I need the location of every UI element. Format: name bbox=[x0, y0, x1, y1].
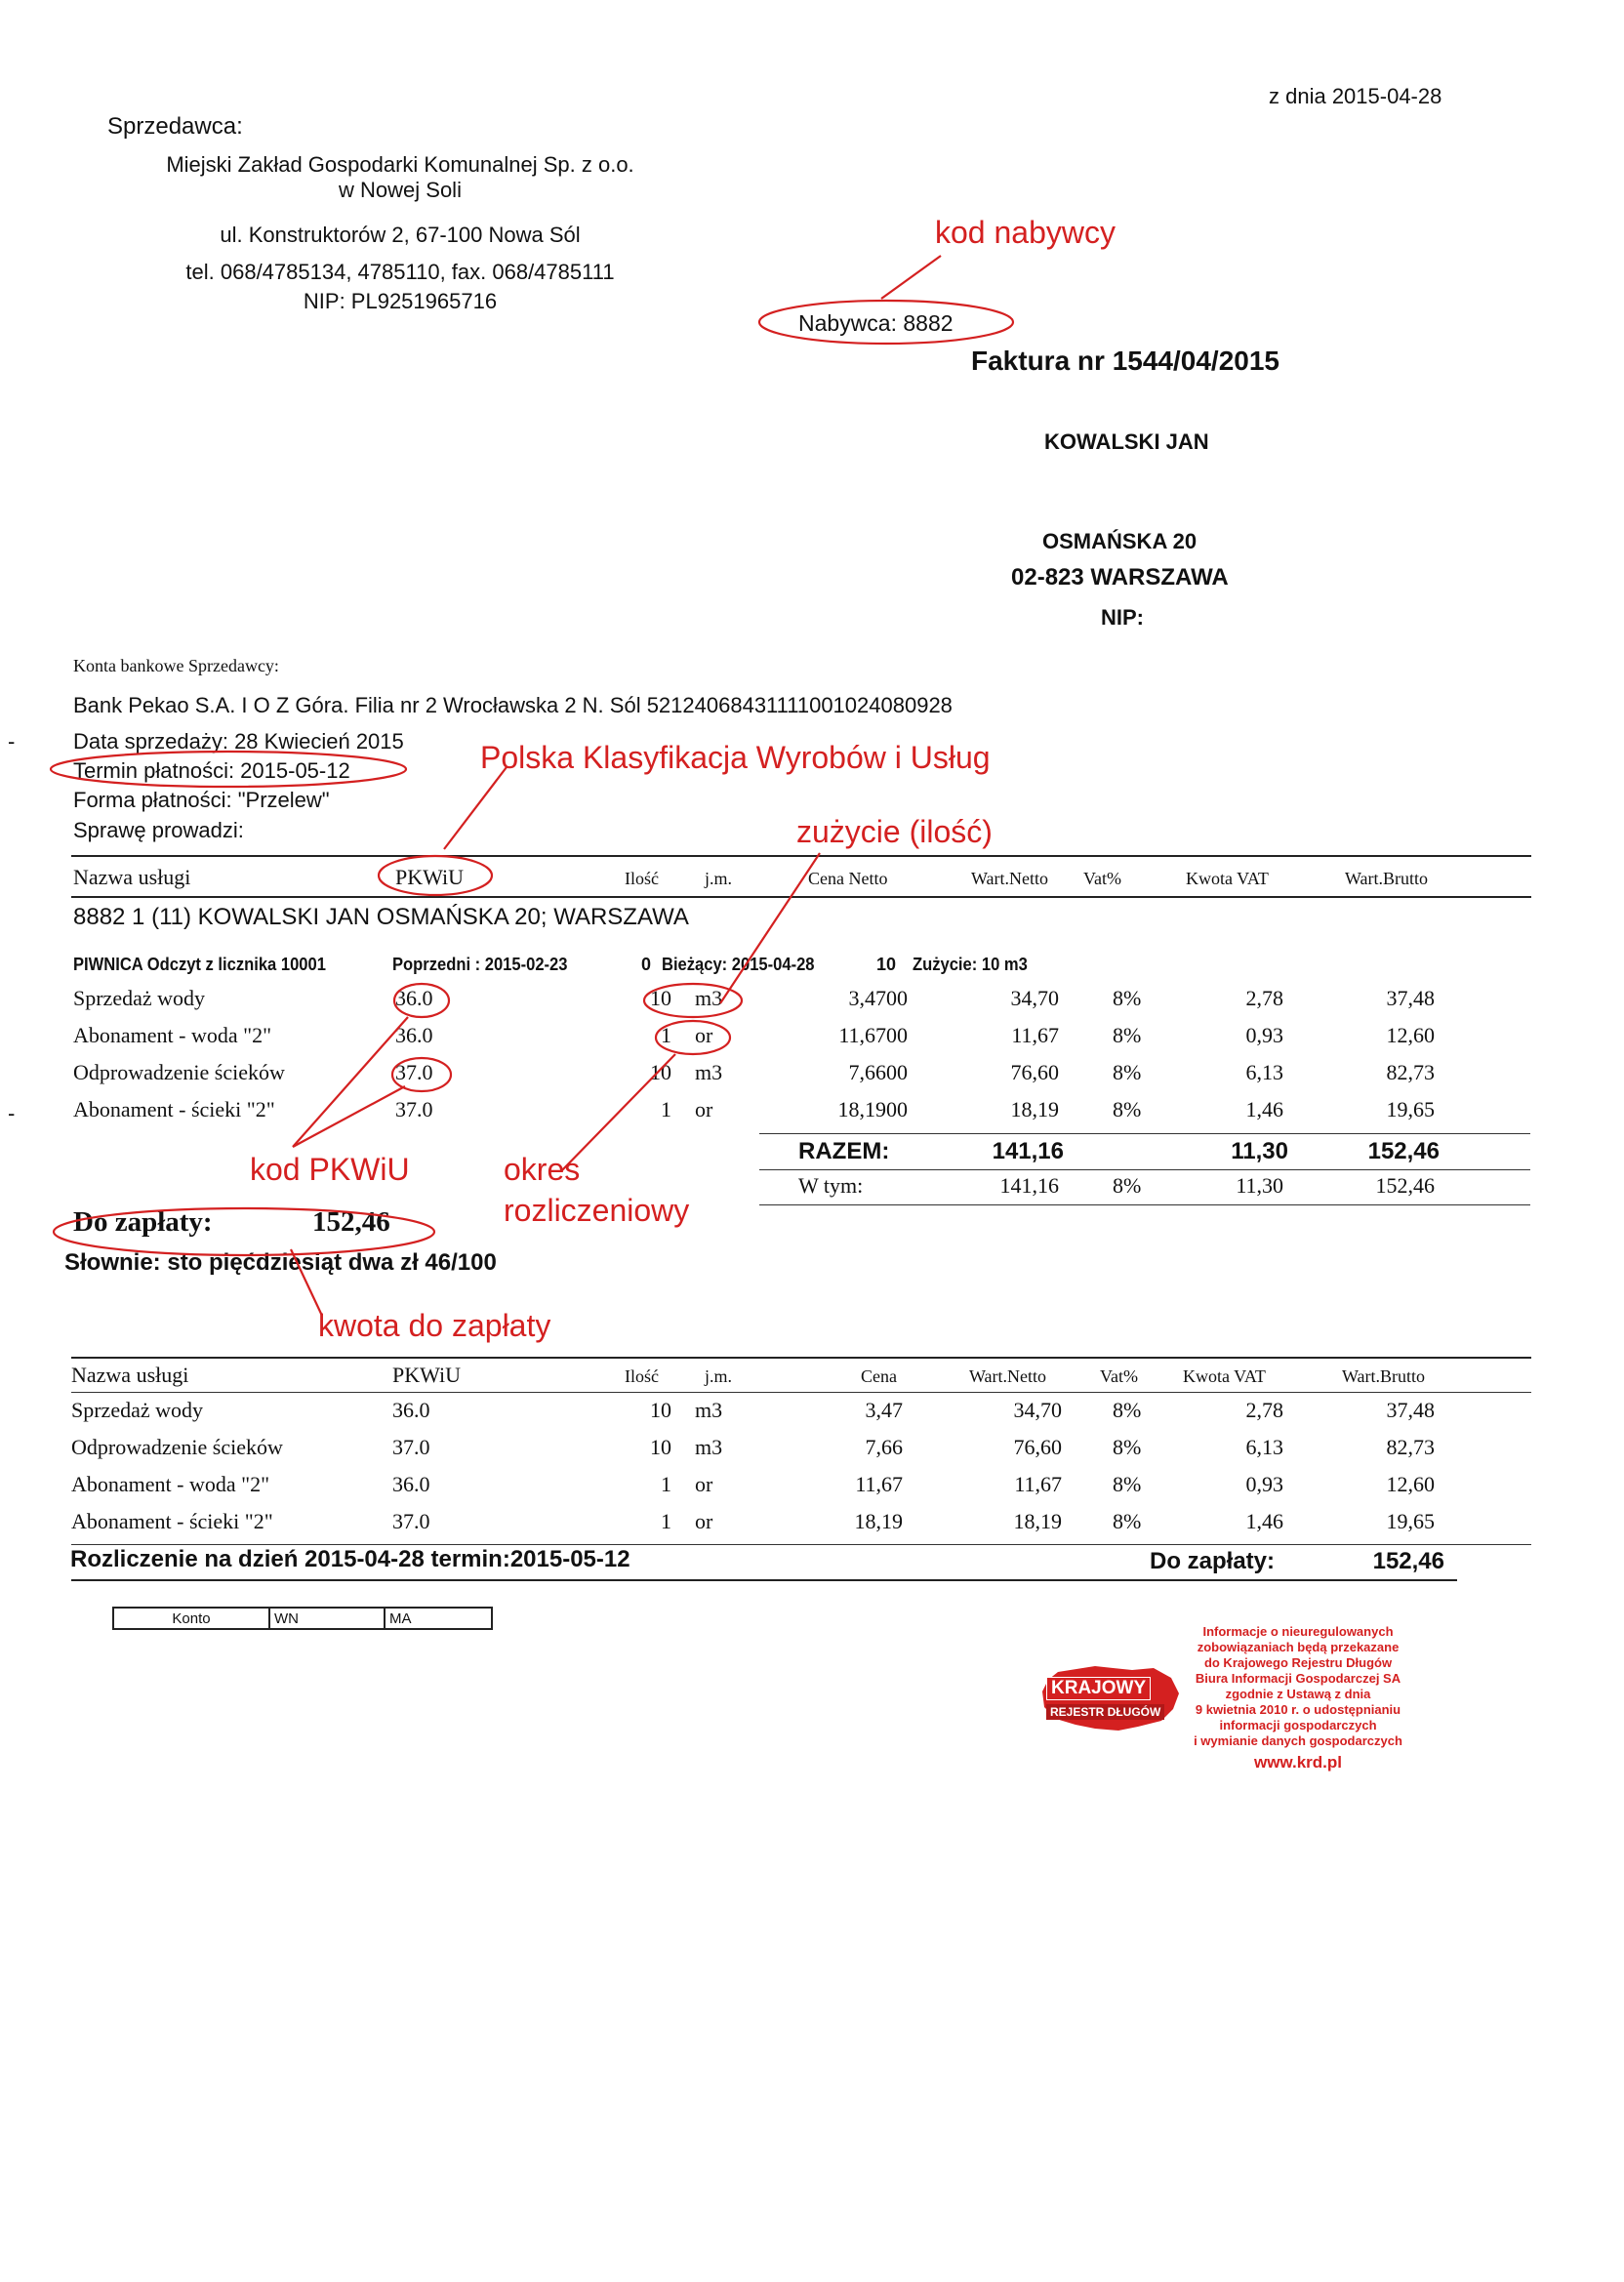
subtotal-net: 141,16 bbox=[999, 1173, 1059, 1198]
seller-phones: tel. 068/4785134, 4785110, fax. 068/4785111 bbox=[185, 260, 615, 284]
t2-h-gross: Wart.Brutto bbox=[1342, 1366, 1426, 1386]
t2-row-vatamt: 0,93 bbox=[1245, 1472, 1283, 1496]
accounting-box bbox=[112, 1607, 493, 1630]
t1-row-unit: m3 bbox=[695, 1060, 723, 1084]
t2-row-name: Abonament - ścieki "2" bbox=[71, 1509, 273, 1533]
meter-cur-value: 10 bbox=[876, 955, 897, 974]
krd-info-line: zgodnie z Ustawą z dnia bbox=[1225, 1687, 1371, 1701]
t1-row-unit: m3 bbox=[695, 986, 723, 1010]
invoice-title: Faktura nr 1544/04/2015 bbox=[971, 346, 1279, 376]
t2-row-gross: 37,48 bbox=[1386, 1398, 1435, 1422]
t1-row-pkwiu: 37.0 bbox=[395, 1097, 433, 1121]
payment-amount: 152,46 bbox=[312, 1206, 390, 1238]
t1-row-price: 18,1900 bbox=[837, 1097, 908, 1121]
t2-row-qty: 10 bbox=[650, 1398, 671, 1422]
buyer-street: OSMAŃSKA 20 bbox=[1042, 529, 1198, 553]
seller-nip: NIP: PL9251965716 bbox=[303, 289, 498, 313]
t2-row-net: 11,67 bbox=[1014, 1472, 1062, 1496]
t2-row-gross: 82,73 bbox=[1386, 1435, 1435, 1459]
t2-row-vat: 8% bbox=[1113, 1435, 1142, 1459]
seller-address: ul. Konstruktorów 2, 67-100 Nowa Sól bbox=[220, 223, 581, 247]
krd-logo-line1: KRAJOWY bbox=[1046, 1677, 1151, 1700]
t1-h-qty: Ilość bbox=[625, 869, 659, 888]
t1-row-pkwiu: 36.0 bbox=[395, 1023, 433, 1047]
pkwiu-code-pointer-2 bbox=[293, 1086, 405, 1147]
t2-row-qty: 1 bbox=[661, 1509, 671, 1533]
krd-info-line: do Krajowego Rejestru Długów bbox=[1203, 1655, 1393, 1670]
acc-ma: MA bbox=[384, 1609, 491, 1628]
payment-label: Do zapłaty: bbox=[73, 1206, 213, 1238]
t1-row-net: 34,70 bbox=[1010, 986, 1059, 1010]
settlement-line: Rozliczenie na dzień 2015-04-28 termin:2015-05-12 bbox=[70, 1546, 630, 1572]
t1-row-vat: 8% bbox=[1113, 1097, 1142, 1121]
t2-row-vatamt: 2,78 bbox=[1245, 1398, 1283, 1422]
total-label: RAZEM: bbox=[798, 1138, 890, 1164]
t2-row-vat: 8% bbox=[1113, 1472, 1142, 1496]
seller-name-line1: Miejski Zakład Gospodarki Komunalnej Sp. z o.o. bbox=[166, 152, 634, 177]
sale-date: Data sprzedaży: 28 Kwiecień 2015 bbox=[73, 729, 404, 754]
acc-wn: WN bbox=[268, 1609, 384, 1628]
t2-row-pkwiu: 36.0 bbox=[392, 1472, 430, 1496]
t1-row-qty: 10 bbox=[650, 986, 671, 1010]
krd-info-line: i wymianie danych gospodarczych bbox=[1194, 1733, 1402, 1748]
meter-current: Bieżący: 2015-04-28 bbox=[662, 955, 815, 974]
t1-h-gross: Wart.Brutto bbox=[1345, 869, 1429, 888]
t2-row-name: Abonament - woda "2" bbox=[71, 1472, 270, 1496]
t2-h-unit: j.m. bbox=[705, 1366, 733, 1386]
t2-row-net: 34,70 bbox=[1013, 1398, 1062, 1422]
invoice-date: z dnia 2015-04-28 bbox=[1269, 84, 1442, 108]
table2-bottom-rule bbox=[71, 1544, 1531, 1545]
meter-previous: Poprzedni : 2015-02-23 bbox=[392, 955, 568, 974]
t1-row-vatamt: 0,93 bbox=[1245, 1023, 1283, 1047]
annotation-pkwiu-code: kod PKWiU bbox=[250, 1152, 410, 1187]
t2-h-qty: Ilość bbox=[625, 1366, 659, 1386]
t1-row-net: 11,67 bbox=[1011, 1023, 1059, 1047]
payment-form: Forma płatności: "Przelew" bbox=[73, 788, 330, 812]
t2-row-name: Odprowadzenie ścieków bbox=[71, 1435, 283, 1459]
t1-row-name: Odprowadzenie ścieków bbox=[73, 1060, 285, 1084]
seller-heading: Sprzedawca: bbox=[107, 113, 243, 140]
krd-info-line: zobowiązaniach będą przekazane bbox=[1197, 1640, 1400, 1654]
margin-dash: - bbox=[8, 729, 16, 754]
t1-row-gross: 19,65 bbox=[1386, 1097, 1435, 1121]
table1-top-rule bbox=[71, 855, 1531, 857]
t1-row-name: Abonament - woda "2" bbox=[73, 1023, 272, 1047]
t1-row-vat: 8% bbox=[1113, 1060, 1142, 1084]
t2-row-price: 7,66 bbox=[865, 1435, 903, 1459]
t1-row-gross: 12,60 bbox=[1386, 1023, 1435, 1047]
t1-row-name: Sprzedaż wody bbox=[73, 986, 206, 1010]
t2-row-vat: 8% bbox=[1113, 1398, 1142, 1422]
total-net: 141,16 bbox=[992, 1138, 1064, 1164]
t2-h-vat: Vat% bbox=[1100, 1366, 1138, 1386]
customer-line: 8882 1 (11) KOWALSKI JAN OSMAŃSKA 20; WARSZAWA bbox=[73, 904, 689, 930]
t2-row-price: 11,67 bbox=[855, 1472, 903, 1496]
t2-row-unit: m3 bbox=[695, 1435, 723, 1459]
t2-row-price: 18,19 bbox=[854, 1509, 903, 1533]
krd-logo-line2: REJESTR DŁUGÓW bbox=[1046, 1704, 1164, 1720]
total-vat: 11,30 bbox=[1231, 1138, 1288, 1164]
t2-row-qty: 10 bbox=[650, 1435, 671, 1459]
t1-row-price: 7,6600 bbox=[848, 1060, 908, 1084]
subtotal-vat: 11,30 bbox=[1236, 1173, 1283, 1198]
usage-pointer bbox=[720, 853, 820, 1003]
krd-url: www.krd.pl bbox=[1253, 1753, 1343, 1772]
meter-usage: Zużycie: 10 m3 bbox=[913, 955, 1028, 974]
t1-row-unit: or bbox=[695, 1023, 713, 1047]
t1-row-gross: 37,48 bbox=[1386, 986, 1435, 1010]
t2-row-qty: 1 bbox=[661, 1472, 671, 1496]
t2-row-price: 3,47 bbox=[865, 1398, 903, 1422]
t2-row-pkwiu: 36.0 bbox=[392, 1398, 430, 1422]
t2-h-price: Cena bbox=[861, 1366, 897, 1386]
settlement-due-label: Do zapłaty: bbox=[1150, 1548, 1276, 1574]
krd-info-line: 9 kwietnia 2010 r. o udostępnianiu bbox=[1195, 1702, 1401, 1717]
table2-header-rule bbox=[71, 1392, 1531, 1393]
t1-row-vatamt: 1,46 bbox=[1245, 1097, 1283, 1121]
t1-h-vat: Vat% bbox=[1083, 869, 1121, 888]
t2-h-pkwiu: PKWiU bbox=[392, 1363, 462, 1387]
t2-row-unit: or bbox=[695, 1509, 713, 1533]
bank-account: Bank Pekao S.A. I O Z Góra. Filia nr 2 Wrocławska 2 N. Sól 52124068431111001024080928 bbox=[73, 693, 953, 717]
t1-row-vatamt: 2,78 bbox=[1245, 986, 1283, 1010]
krd-info-line: Biura Informacji Gospodarczej SA bbox=[1195, 1671, 1401, 1686]
subtotal-vat-pct: 8% bbox=[1113, 1173, 1142, 1198]
t1-row-net: 18,19 bbox=[1010, 1097, 1059, 1121]
t1-row-gross: 82,73 bbox=[1386, 1060, 1435, 1084]
t2-h-net: Wart.Netto bbox=[969, 1366, 1047, 1386]
krd-info-line: informacji gospodarczych bbox=[1219, 1718, 1377, 1732]
t2-row-vatamt: 1,46 bbox=[1245, 1509, 1283, 1533]
annotation-pkwiu-full: Polska Klasyfikacja Wyrobów i Usług bbox=[480, 740, 991, 775]
total-gross: 152,46 bbox=[1367, 1138, 1440, 1164]
t2-row-net: 18,19 bbox=[1013, 1509, 1062, 1533]
t1-row-price: 3,4700 bbox=[848, 986, 908, 1010]
meter-label: PIWNICA Odczyt z licznika 10001 bbox=[73, 955, 326, 974]
t1-row-qty: 1 bbox=[661, 1023, 671, 1047]
subtotal-gross: 152,46 bbox=[1375, 1173, 1435, 1198]
t1-row-pkwiu: 37.0 bbox=[395, 1060, 433, 1084]
t1-row-qty: 10 bbox=[650, 1060, 671, 1084]
krd-info bbox=[1181, 1624, 1415, 1749]
acc-konto: Konto bbox=[172, 1610, 211, 1627]
t2-row-vat: 8% bbox=[1113, 1509, 1142, 1533]
t1-row-pkwiu: 36.0 bbox=[395, 986, 433, 1010]
t2-h-name: Nazwa usługi bbox=[71, 1363, 189, 1387]
settlement-rule bbox=[71, 1579, 1457, 1581]
t2-row-pkwiu: 37.0 bbox=[392, 1435, 430, 1459]
t1-row-vat: 8% bbox=[1113, 986, 1142, 1010]
t1-row-name: Abonament - ścieki "2" bbox=[73, 1097, 275, 1121]
t1-row-vatamt: 6,13 bbox=[1245, 1060, 1283, 1084]
t1-row-net: 76,60 bbox=[1010, 1060, 1059, 1084]
t2-row-unit: or bbox=[695, 1472, 713, 1496]
table1-header-rule bbox=[71, 896, 1531, 898]
t1-h-name: Nazwa usługi bbox=[73, 865, 191, 889]
t1-h-net: Wart.Netto bbox=[971, 869, 1049, 888]
totals-top-rule bbox=[759, 1133, 1530, 1134]
t1-h-price: Cena Netto bbox=[808, 869, 888, 888]
buyer-nip: NIP: bbox=[1101, 605, 1144, 630]
totals-mid-rule bbox=[759, 1169, 1530, 1170]
t1-h-pkwiu: PKWiU bbox=[395, 865, 465, 889]
t2-row-gross: 12,60 bbox=[1386, 1472, 1435, 1496]
annotation-amount-due: kwota do zapłaty bbox=[318, 1308, 551, 1343]
pkwiu-code-pointer-1 bbox=[293, 1017, 408, 1147]
meter-prev-value: 0 bbox=[641, 955, 652, 974]
settlement-due-amount: 152,46 bbox=[1372, 1548, 1444, 1574]
buyer-name: KOWALSKI JAN bbox=[1044, 429, 1209, 454]
t1-row-vat: 8% bbox=[1113, 1023, 1142, 1047]
annotation-period-line1: okres bbox=[504, 1152, 581, 1187]
handled-by: Sprawę prowadzi: bbox=[73, 818, 244, 842]
subtotal-label: W tym: bbox=[798, 1173, 864, 1198]
bank-heading: Konta bankowe Sprzedawcy: bbox=[73, 656, 279, 675]
table2-top-rule bbox=[71, 1357, 1531, 1359]
t2-row-gross: 19,65 bbox=[1386, 1509, 1435, 1533]
due-date: Termin płatności: 2015-05-12 bbox=[73, 758, 350, 783]
krd-info-line: Informacje o nieuregulowanych bbox=[1202, 1624, 1394, 1639]
t1-row-price: 11,6700 bbox=[838, 1023, 908, 1047]
pkwiu-full-pointer bbox=[444, 767, 507, 849]
t2-row-pkwiu: 37.0 bbox=[392, 1509, 430, 1533]
t2-row-name: Sprzedaż wody bbox=[71, 1398, 204, 1422]
t1-h-unit: j.m. bbox=[705, 869, 733, 888]
buyer-code-pointer bbox=[881, 256, 941, 299]
t1-h-vatamt: Kwota VAT bbox=[1186, 869, 1269, 888]
t2-h-vatamt: Kwota VAT bbox=[1183, 1366, 1266, 1386]
payment-words: Słownie: sto pięćdziesiąt dwa zł 46/100 bbox=[64, 1249, 497, 1276]
t2-row-net: 76,60 bbox=[1013, 1435, 1062, 1459]
t1-row-unit: or bbox=[695, 1097, 713, 1121]
t1-row-qty: 1 bbox=[661, 1097, 671, 1121]
buyer-city: 02-823 WARSZAWA bbox=[1011, 564, 1229, 591]
annotation-period-line2: rozliczeniowy bbox=[504, 1193, 690, 1228]
seller-name-line2: w Nowej Soli bbox=[339, 178, 462, 202]
margin-dash-2: - bbox=[8, 1101, 16, 1125]
annotation-usage: zużycie (ilość) bbox=[796, 814, 993, 849]
totals-bottom-rule bbox=[759, 1204, 1530, 1205]
t2-row-vatamt: 6,13 bbox=[1245, 1435, 1283, 1459]
buyer-code: Nabywca: 8882 bbox=[798, 310, 954, 336]
t2-row-unit: m3 bbox=[695, 1398, 723, 1422]
annotation-buyer-code: kod nabywcy bbox=[935, 215, 1116, 250]
